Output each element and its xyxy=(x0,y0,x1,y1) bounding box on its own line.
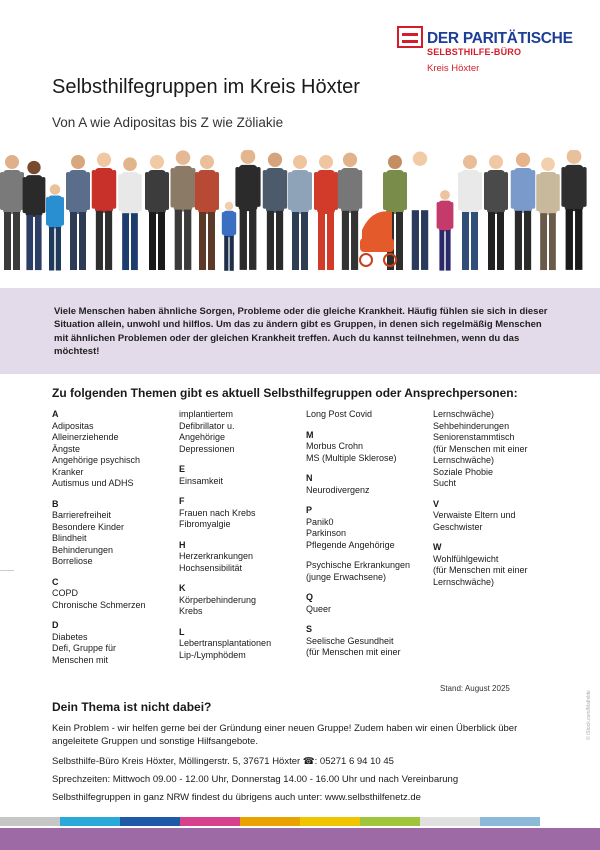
topic-letter: F xyxy=(179,496,185,506)
color-stripes xyxy=(0,817,600,826)
topic-item: Frauen nach Krebs xyxy=(179,507,256,518)
person-figure xyxy=(145,155,169,270)
topic-item: Lernschwäche) xyxy=(433,576,495,587)
color-stripe xyxy=(300,817,360,826)
stand-date: Stand: August 2025 xyxy=(440,684,510,693)
spacer xyxy=(179,531,271,540)
topic-item: Sucht xyxy=(433,478,457,488)
topics-heading: Zu folgenden Themen gibt es aktuell Selbsthilfegruppen oder Ansprechpersonen: xyxy=(52,386,518,400)
person-figure xyxy=(314,155,338,270)
person-figure xyxy=(511,153,535,270)
topic-item: (für Menschen mit einer xyxy=(306,647,401,657)
topic-column-2 xyxy=(179,409,271,661)
color-stripe xyxy=(540,817,600,826)
page-subtitle: Von A wie Adipositas bis Z wie Zöliakie xyxy=(52,115,284,130)
topic-letter: C xyxy=(52,576,59,587)
spacer xyxy=(306,496,410,505)
person-figure xyxy=(92,153,116,270)
person-figure xyxy=(0,155,24,270)
topic-letter: E xyxy=(179,464,186,474)
person-figure xyxy=(288,155,312,270)
color-stripe xyxy=(180,817,240,826)
person-figure xyxy=(23,161,46,270)
topic-item: Angehörige psychisch xyxy=(52,455,141,465)
color-stripe xyxy=(0,817,60,826)
spacer xyxy=(306,583,410,592)
color-stripe xyxy=(240,817,300,826)
topic-item: Soziale Phobie xyxy=(433,466,494,477)
topic-item: Morbus Crohn xyxy=(306,441,364,451)
person-figure xyxy=(46,184,64,270)
topic-item: Verwaiste Eltern und xyxy=(433,510,516,520)
spacer xyxy=(433,490,528,499)
topic-item: Hochsensibilität xyxy=(179,562,243,573)
topic-item: Alleinerziehende xyxy=(52,432,119,442)
topic-item: Einsamkeit xyxy=(179,475,224,486)
person-figure xyxy=(458,155,482,270)
topic-letter: D xyxy=(52,620,59,630)
topic-item: Besondere Kinder xyxy=(52,521,125,532)
topic-item: Queer xyxy=(306,603,332,614)
topic-item: COPD xyxy=(52,588,79,598)
topic-item: Seelische Gesundheit xyxy=(306,635,394,646)
topic-letter: A xyxy=(52,409,59,419)
topic-item: Lernschwäche) xyxy=(433,409,495,419)
topic-column-4 xyxy=(433,409,528,588)
topic-item: Herzerkrankungen xyxy=(179,551,254,561)
topic-letter: H xyxy=(179,539,186,550)
topic-item: Seniorenstammtisch xyxy=(433,432,515,442)
topic-letter: K xyxy=(179,583,186,593)
topic-item: Neurodivergenz xyxy=(306,484,370,495)
topic-letter: V xyxy=(433,498,440,509)
person-figure xyxy=(171,150,196,270)
person-figure xyxy=(195,155,219,270)
spacer xyxy=(179,618,271,627)
topic-item: (für Menschen mit einer xyxy=(433,443,528,454)
topic-item: Diabetes xyxy=(52,631,88,642)
topic-item: Pflegende Angehörige xyxy=(306,539,395,550)
logo-name: DER PARITÄTISCHE xyxy=(427,30,573,47)
topic-item: Autismus und ADHS xyxy=(52,478,134,488)
topic-item: Adipositas xyxy=(52,420,94,431)
office-hours: Sprechzeiten: Mittwoch 09.00 - 12.00 Uhr, Donnerstag 14.00 - 16.00 Uhr und nach Vereinbarung xyxy=(52,774,459,785)
topic-letter: S xyxy=(306,624,313,634)
spacer xyxy=(306,421,410,430)
spacer xyxy=(52,490,146,499)
topic-item: Behinderungen xyxy=(52,544,114,555)
help-text: Kein Problem - wir helfen gerne bei der Gründung einer neuen Gruppe! Zudem haben wir einen Überblick über angeleitete Gruppen und sonstige Hilfsangebote. xyxy=(52,723,518,747)
color-stripe xyxy=(60,817,120,826)
topic-item: Blindheit xyxy=(52,533,87,543)
topic-item: Fibromyalgie xyxy=(179,519,231,529)
topic-item: Lernschwäche) xyxy=(433,455,495,465)
person-figure xyxy=(118,157,142,270)
topic-item: Chronische Schmerzen xyxy=(52,599,146,610)
person-figure xyxy=(437,190,454,271)
topic-item: Krebs xyxy=(179,606,203,616)
paritaetische-logo xyxy=(397,26,573,76)
image-credit: © iStock.com/Mathilde xyxy=(586,690,592,740)
missing-topic-heading: Dein Thema ist nicht dabei? xyxy=(52,700,212,714)
page-title: Selbsthilfegruppen im Kreis Höxter xyxy=(52,76,360,98)
topic-letter: Q xyxy=(306,592,314,602)
topic-item: Angehörige xyxy=(179,432,226,442)
spacer xyxy=(179,455,271,464)
nrw-link-line: Selbsthilfegruppen in ganz NRW findest du übrigens auch unter: www.selbsthilfenetz.de xyxy=(52,792,421,803)
topic-item: Wohlfühlgewicht xyxy=(433,553,499,564)
topic-item: MS (Multiple Sklerose) xyxy=(306,452,397,463)
person-figure xyxy=(408,151,433,269)
person-figure xyxy=(338,153,362,270)
spacer xyxy=(433,533,528,542)
footer-bar xyxy=(0,828,600,850)
topic-letter: W xyxy=(433,542,442,552)
topic-item: Lebertransplantationen xyxy=(179,638,272,648)
spacer xyxy=(179,487,271,496)
spacer xyxy=(306,551,410,560)
topic-item: Defi, Gruppe für xyxy=(52,643,117,653)
topic-item: (für Menschen mit einer xyxy=(433,565,528,575)
topic-item: Geschwister xyxy=(433,521,483,532)
topic-letter: M xyxy=(306,429,314,440)
address-line: Selbsthilfe-Büro Kreis Höxter, Möllingerstr. 5, 37671 Höxter ☎: 05271 6 94 10 45 xyxy=(52,756,394,767)
topic-item: Depressionen xyxy=(179,443,235,454)
topic-letter: B xyxy=(52,498,59,509)
color-stripe xyxy=(480,817,540,826)
topic-item: (junge Erwachsene) xyxy=(306,571,387,582)
topic-letter: N xyxy=(306,473,313,483)
topic-item: Lip-/Lymphödem xyxy=(179,649,246,660)
intro-text: Viele Menschen haben ähnliche Sorgen, Probleme oder die gleiche Krankheit. Häufig fühlen sie sich in dieser Situation allein, unwohl und hilflos. Um das zu ändern gibt es Gruppen, in denen sich regelmäßig Menschen mit ähnlichen Problemen oder der gleichen Krankheit treffen. Auch du kannst teilnehmen, wenn du das möchtest! xyxy=(54,306,548,357)
color-stripe xyxy=(360,817,420,826)
topic-item: Borreliose xyxy=(52,556,93,566)
spacer xyxy=(52,611,146,620)
topic-item: Defibrillator u. xyxy=(179,420,235,431)
topic-column-3 xyxy=(306,409,410,659)
color-stripe xyxy=(120,817,180,826)
person-figure xyxy=(561,150,586,270)
topic-item: Long Post Covid xyxy=(306,409,373,419)
topic-letter: P xyxy=(306,505,313,515)
logo-subtitle: SELBSTHILFE-BÜRO xyxy=(427,47,522,57)
topic-item: Menschen mit xyxy=(52,654,109,665)
topic-item: Körperbehinderung xyxy=(179,594,257,605)
intro-band xyxy=(0,288,600,374)
spacer xyxy=(306,615,410,624)
topic-item: Ängste xyxy=(52,443,81,454)
topic-item: Barrierefreiheit xyxy=(52,510,112,520)
topic-item: Psychische Erkrankungen xyxy=(306,560,411,570)
topic-item: Panik0 xyxy=(306,516,334,527)
topic-item: Sehbehinderungen xyxy=(433,420,510,431)
person-figure xyxy=(66,155,90,270)
fold-mark xyxy=(0,570,14,571)
topic-item: Parkinson xyxy=(306,528,347,538)
topic-letter: L xyxy=(179,626,185,637)
topic-item: implantiertem xyxy=(179,409,234,419)
person-figure xyxy=(263,153,287,270)
color-stripe xyxy=(420,817,480,826)
person-figure xyxy=(222,202,236,271)
person-figure xyxy=(536,157,560,270)
spacer xyxy=(179,574,271,583)
topic-item: Kranker xyxy=(52,466,84,477)
person-figure xyxy=(235,150,260,270)
person-figure xyxy=(484,155,508,270)
logo-region: Kreis Höxter xyxy=(427,63,480,74)
spacer xyxy=(306,464,410,473)
spacer xyxy=(52,568,146,577)
paritaet-flag-icon xyxy=(397,26,423,48)
topic-column-1 xyxy=(52,409,146,666)
people-illustration xyxy=(0,150,600,275)
